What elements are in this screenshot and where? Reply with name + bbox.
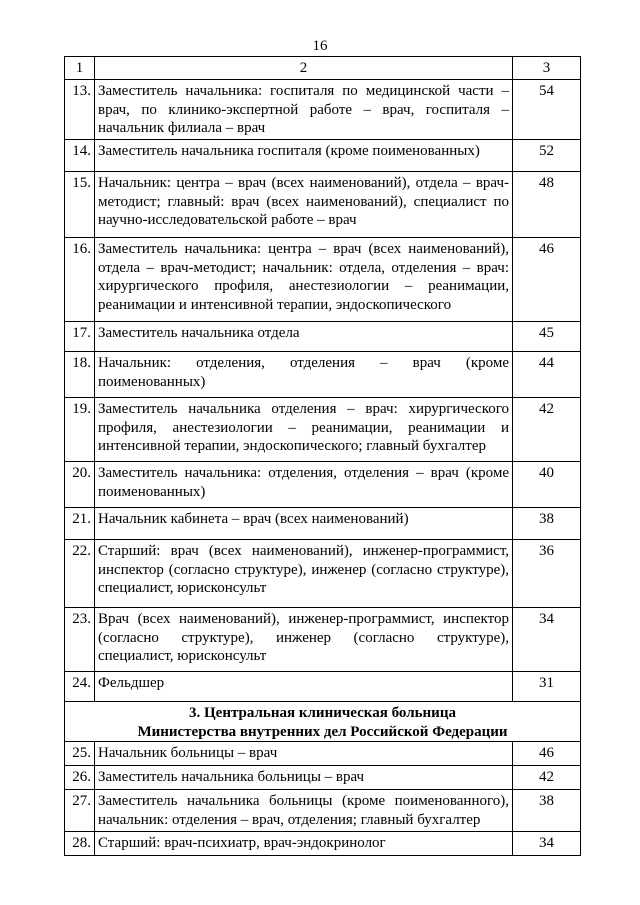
row-text: Начальник больницы – врач: [95, 742, 513, 766]
header-col-2: 2: [95, 57, 513, 80]
row-value: 38: [513, 790, 581, 832]
table-header-row: [65, 57, 581, 80]
row-value: 40: [513, 462, 581, 508]
positions-table-body: [65, 57, 581, 856]
row-text: Старший: врач-психиатр, врач-эндокринолог: [95, 832, 513, 856]
row-number: 19.: [65, 398, 95, 462]
table-row: [65, 790, 581, 832]
row-value: 45: [513, 322, 581, 352]
page-number: 16: [312, 38, 328, 54]
table-row: [65, 508, 581, 540]
row-value: 42: [513, 398, 581, 462]
table-row: [65, 672, 581, 702]
row-value: 42: [513, 766, 581, 790]
table-row: [65, 462, 581, 508]
row-value: 54: [513, 80, 581, 140]
row-number: 21.: [65, 508, 95, 540]
row-number: 20.: [65, 462, 95, 508]
section-title-line-1: 3. Центральная клиническая больница: [189, 705, 456, 721]
row-text: Заместитель начальника: отделения, отделения – врач (кроме поименованных): [95, 462, 513, 508]
positions-table: [64, 56, 581, 856]
row-text: Начальник кабинета – врач (всех наименований): [95, 508, 513, 540]
table-row: [65, 608, 581, 672]
row-text: Начальник: центра – врач (всех наименований), отдела – врач-методист; главный: врач (всех наименований), специалист по научно-исследовательской работе – врач: [95, 172, 513, 238]
row-number: 17.: [65, 322, 95, 352]
row-number: 18.: [65, 352, 95, 398]
header-col-3: 3: [513, 57, 581, 80]
table-row: [65, 322, 581, 352]
row-number: 26.: [65, 766, 95, 790]
table-row: [65, 238, 581, 322]
row-number: 13.: [65, 80, 95, 140]
table-row: [65, 398, 581, 462]
row-text: Старший: врач (всех наименований), инженер-программист, инспектор (согласно структуре), инженер (согласно структуре), специалист, юрисконсульт: [95, 540, 513, 608]
row-text: Заместитель начальника отдела: [95, 322, 513, 352]
table-row: [65, 140, 581, 172]
row-value: 38: [513, 508, 581, 540]
table-row: [65, 832, 581, 856]
section-title-line-2: Министерства внутренних дел Российской Федерации: [137, 723, 508, 740]
row-number: 22.: [65, 540, 95, 608]
row-text: Начальник: отделения, отделения – врач (кроме поименованных): [95, 352, 513, 398]
table-row: [65, 80, 581, 140]
row-value: 31: [513, 672, 581, 702]
header-col-1: 1: [65, 57, 95, 80]
section-header-row: [65, 702, 581, 742]
row-value: 46: [513, 742, 581, 766]
row-value: 46: [513, 238, 581, 322]
row-number: 25.: [65, 742, 95, 766]
row-number: 27.: [65, 790, 95, 832]
row-value: 44: [513, 352, 581, 398]
row-value: 48: [513, 172, 581, 238]
row-number: 23.: [65, 608, 95, 672]
row-number: 16.: [65, 238, 95, 322]
row-number: 28.: [65, 832, 95, 856]
row-text: Заместитель начальника больницы – врач: [95, 766, 513, 790]
table-row: [65, 742, 581, 766]
table-row: [65, 352, 581, 398]
row-text: Врач (всех наименований), инженер-программист, инспектор (согласно структуре), инженер (согласно структуре), специалист, юрисконсульт: [95, 608, 513, 672]
table-row: [65, 172, 581, 238]
row-number: 14.: [65, 140, 95, 172]
row-text: Заместитель начальника больницы (кроме поименованного), начальник: отделения – врач, отделения; главный бухгалтер: [95, 790, 513, 832]
table-row: [65, 766, 581, 790]
row-text: Заместитель начальника отделения – врач: хирургического профиля, анестезиологии – реанимации, реанимации и интенсивной терапии, эндоскопического; главный бухгалтер: [95, 398, 513, 462]
row-value: 52: [513, 140, 581, 172]
row-number: 15.: [65, 172, 95, 238]
row-text: Фельдшер: [95, 672, 513, 702]
section-title: [65, 702, 581, 742]
row-text: Заместитель начальника: госпиталя по медицинской части – врач, по клинико-экспертной работе – врач, госпиталя – начальник филиала – врач: [95, 80, 513, 140]
row-text: Заместитель начальника: центра – врач (всех наименований), отдела – врач-методист; начальник: отдела, отделения – врач: хирургического профиля, анестезиологии – реанимации, реанимации и интенсивной терапии, эндоскопического: [95, 238, 513, 322]
row-text: Заместитель начальника госпиталя (кроме поименованных): [95, 140, 513, 172]
row-number: 24.: [65, 672, 95, 702]
row-value: 34: [513, 832, 581, 856]
row-value: 34: [513, 608, 581, 672]
row-value: 36: [513, 540, 581, 608]
table-row: [65, 540, 581, 608]
